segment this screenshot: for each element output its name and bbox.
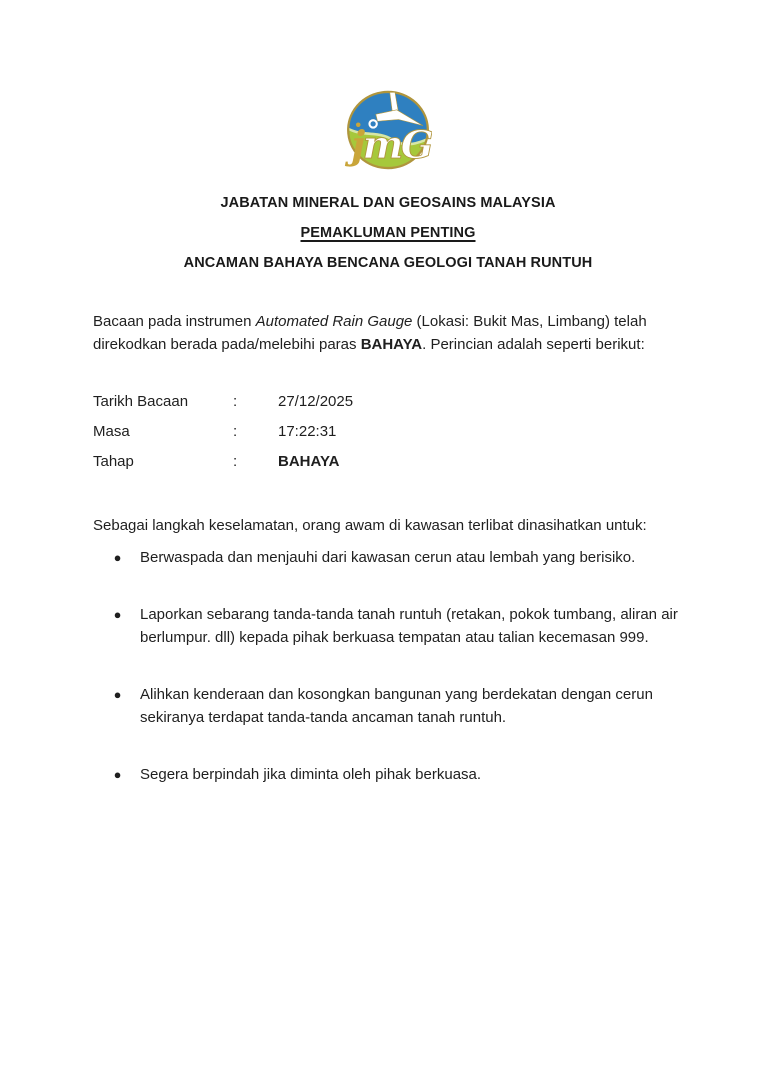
detail-separator: : (233, 393, 238, 410)
detail-value-level: BAHAYA (278, 453, 340, 470)
notice-title: ANCAMAN BAHAYA BENCANA GEOLOGI TANAH RUNTUH (183, 255, 593, 271)
jmg-logo-icon (344, 88, 432, 172)
reading-details (93, 393, 683, 471)
notice-type-heading (93, 225, 683, 241)
detail-separator: : (233, 423, 238, 440)
advisory-bullet-4: Segera berpindah jika diminta oleh pihak berkuasa. (140, 766, 482, 783)
list-item (93, 683, 683, 729)
hazard-level-inline: BAHAYA (360, 336, 423, 353)
intro-text-3: . Perincian adalah seperti berikut: (422, 336, 645, 353)
advisory-bullet-3: Alihkan kenderaan dan kosongkan bangunan yang berdekatan dengan cerun sekiranya terdapat tanda-tanda ancaman tanah runtuh. (140, 686, 653, 726)
svg-text:jmG: jmG (351, 123, 431, 168)
detail-row-time (93, 423, 683, 441)
detail-label: Tarikh Bacaan (93, 393, 189, 410)
intro-text-1: Bacaan pada instrumen (93, 313, 256, 330)
instrument-name: Automated Rain Gauge (255, 313, 413, 330)
advisory-list (93, 546, 683, 786)
bullet-icon: ● (113, 687, 122, 702)
list-item (93, 546, 683, 569)
detail-row-date (93, 393, 683, 411)
detail-value-date: 27/12/2025 (278, 393, 354, 410)
detail-label: Tahap (93, 453, 134, 470)
list-item (93, 763, 683, 786)
bullet-icon: ● (113, 767, 122, 782)
detail-label: Masa (93, 423, 130, 440)
bullet-icon: ● (113, 607, 122, 622)
bullet-icon: ● (113, 550, 122, 565)
org-title: JABATAN MINERAL DAN GEOSAINS MALAYSIA (220, 195, 556, 211)
detail-value-time: 17:22:31 (278, 423, 337, 440)
notice-type-text: PEMAKLUMAN PENTING (300, 225, 476, 241)
detail-row-level (93, 453, 683, 471)
advisory-bullet-2: Laporkan sebarang tanda-tanda tanah runtuh (retakan, pokok tumbang, aliran air berlumpur. dll) kepada pihak berkuasa tempatan atau talian kecemasan 999. (140, 606, 678, 646)
advisory-bullet-1: Berwaspada dan menjauhi dari kawasan cerun atau lembah yang berisiko. (140, 549, 636, 566)
detail-separator: : (233, 453, 238, 470)
intro-paragraph (93, 310, 683, 356)
intro-text-2: (Lokasi: Bukit Mas, Limbang) telah direkodkan berada pada/melebihi paras (93, 313, 647, 353)
list-item (93, 603, 683, 649)
advisory-intro: Sebagai langkah keselamatan, orang awam di kawasan terlibat dinasihatkan untuk: (93, 517, 647, 534)
logo-container (93, 88, 683, 177)
